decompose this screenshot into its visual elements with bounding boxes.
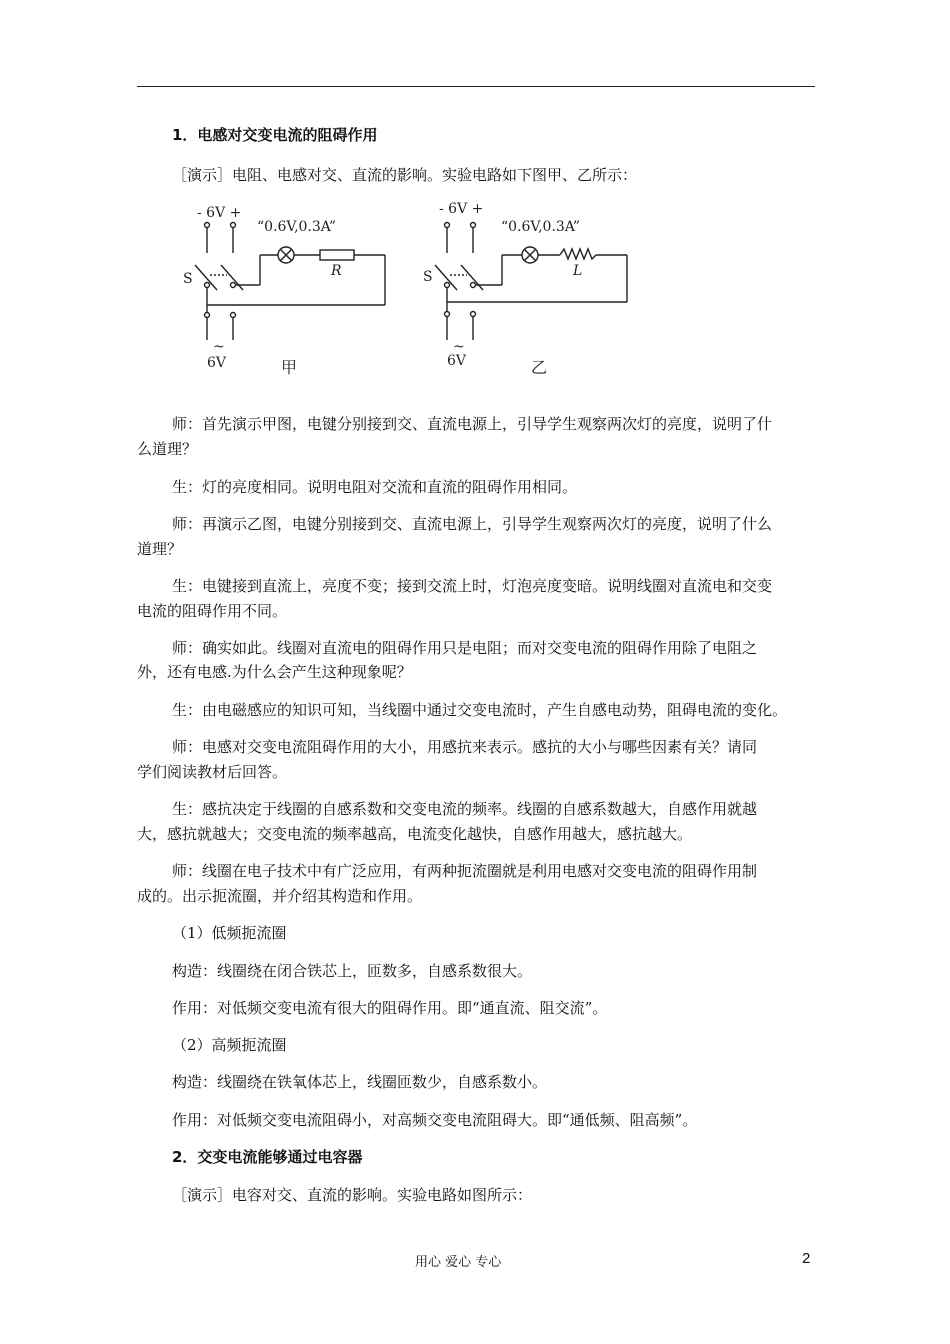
para-line: 电流的阻碍作用不同。 [137, 602, 288, 620]
yi-inductor-label: L [573, 263, 583, 279]
yi-ac-symbol: ~ [453, 339, 465, 355]
para-line: 学们阅读教材后回答。 [137, 763, 288, 781]
circuit-jia [195, 223, 385, 341]
para-line: 构造：线圈绕在铁氧体芯上，线圈匝数少，自感系数小。 [172, 1073, 548, 1091]
section2-heading: 2．交变电流能够通过电容器 [172, 1148, 363, 1166]
para-line: 么道理？ [137, 440, 198, 458]
para-line: 成的。出示扼流圈，并介绍其构造和作用。 [137, 887, 423, 905]
para-line: 生：灯的亮度相同。说明电阻对交流和直流的阻碍作用相同。 [172, 478, 578, 496]
jia-resistor-label: R [331, 263, 342, 279]
para-line: （2）高频扼流圈 [172, 1036, 287, 1054]
para-line: 外，还有电感.为什么会产生这种现象呢？ [137, 663, 412, 681]
para-line: 师：首先演示甲图，电键分别接到交、直流电源上，引导学生观察两次灯的亮度，说明了什 [172, 415, 773, 433]
yi-ac-label: 6V [447, 353, 467, 369]
para-line: 师：线圈在电子技术中有广泛应用，有两种扼流圈就是利用电感对交变电流的阻碍作用制 [172, 862, 758, 880]
yi-switch-label: S [423, 269, 433, 285]
jia-ac-symbol: ~ [213, 339, 225, 355]
demo2-text: ［演示］电容对交、直流的影响。实验电路如图所示： [172, 1186, 533, 1204]
para-line: 生：感抗决定于线圈的自感系数和交变电流的频率。线圈的自感系数越大，自感作用就越 [172, 800, 758, 818]
para-line: 师：电感对交变电流阻碍作用的大小，用感抗来表示。感抗的大小与哪些因素有关？请同 [172, 738, 758, 756]
jia-lamp-rating: “0.6V,0.3A” [257, 219, 337, 235]
para-line: 生：由电磁感应的知识可知，当线圈中通过交变电流时，产生自感电动势，阻碍电流的变化。 [172, 701, 788, 719]
yi-caption: 乙 [531, 358, 548, 377]
para-line: 生：电键接到直流上，亮度不变；接到交流上时，灯泡亮度变暗。说明线圈对直流电和交变 [172, 577, 773, 595]
para-line: 大，感抗就越大；交变电流的频率越高，电流变化越快，自感作用越大，感抗越大。 [137, 825, 693, 843]
para-line: 构造：线圈绕在闭合铁芯上，匝数多，自感系数很大。 [172, 962, 533, 980]
para-line: 师：再演示乙图，电键分别接到交、直流电源上，引导学生观察两次灯的亮度，说明了什么 [172, 515, 773, 533]
demo1-text: ［演示］电阻、电感对交、直流的影响。实验电路如下图甲、乙所示： [172, 166, 638, 184]
jia-switch-label: S [183, 271, 193, 287]
para-line: 师：确实如此。线圈对直流电的阻碍作用只是电阻；而对交变电流的阻碍作用除了电阻之 [172, 639, 758, 657]
header-rule [137, 86, 815, 87]
para-line: （1）低频扼流圈 [172, 924, 287, 942]
page-number: 2 [802, 1250, 811, 1267]
para-line: 道理？ [137, 540, 183, 558]
section1-heading: 1．电感对交变电流的阻碍作用 [172, 126, 378, 144]
yi-dc-label: - 6V + [439, 201, 484, 217]
para-line: 作用：对低频交变电流有很大的阻碍作用。即“通直流、阻交流”。 [172, 999, 608, 1017]
jia-ac-label: 6V [207, 355, 227, 371]
jia-dc-label: - 6V + [197, 205, 242, 221]
page-footer: 用心 爱心 专心 [415, 1255, 502, 1270]
jia-caption: 甲 [281, 358, 298, 377]
circuit-yi [435, 223, 627, 341]
para-line: 作用：对低频交变电流阻碍小，对高频交变电流阻碍大。即“通低频、阻高频”。 [172, 1111, 698, 1129]
yi-lamp-rating: “0.6V,0.3A” [501, 219, 581, 235]
circuit-figures [165, 195, 645, 385]
